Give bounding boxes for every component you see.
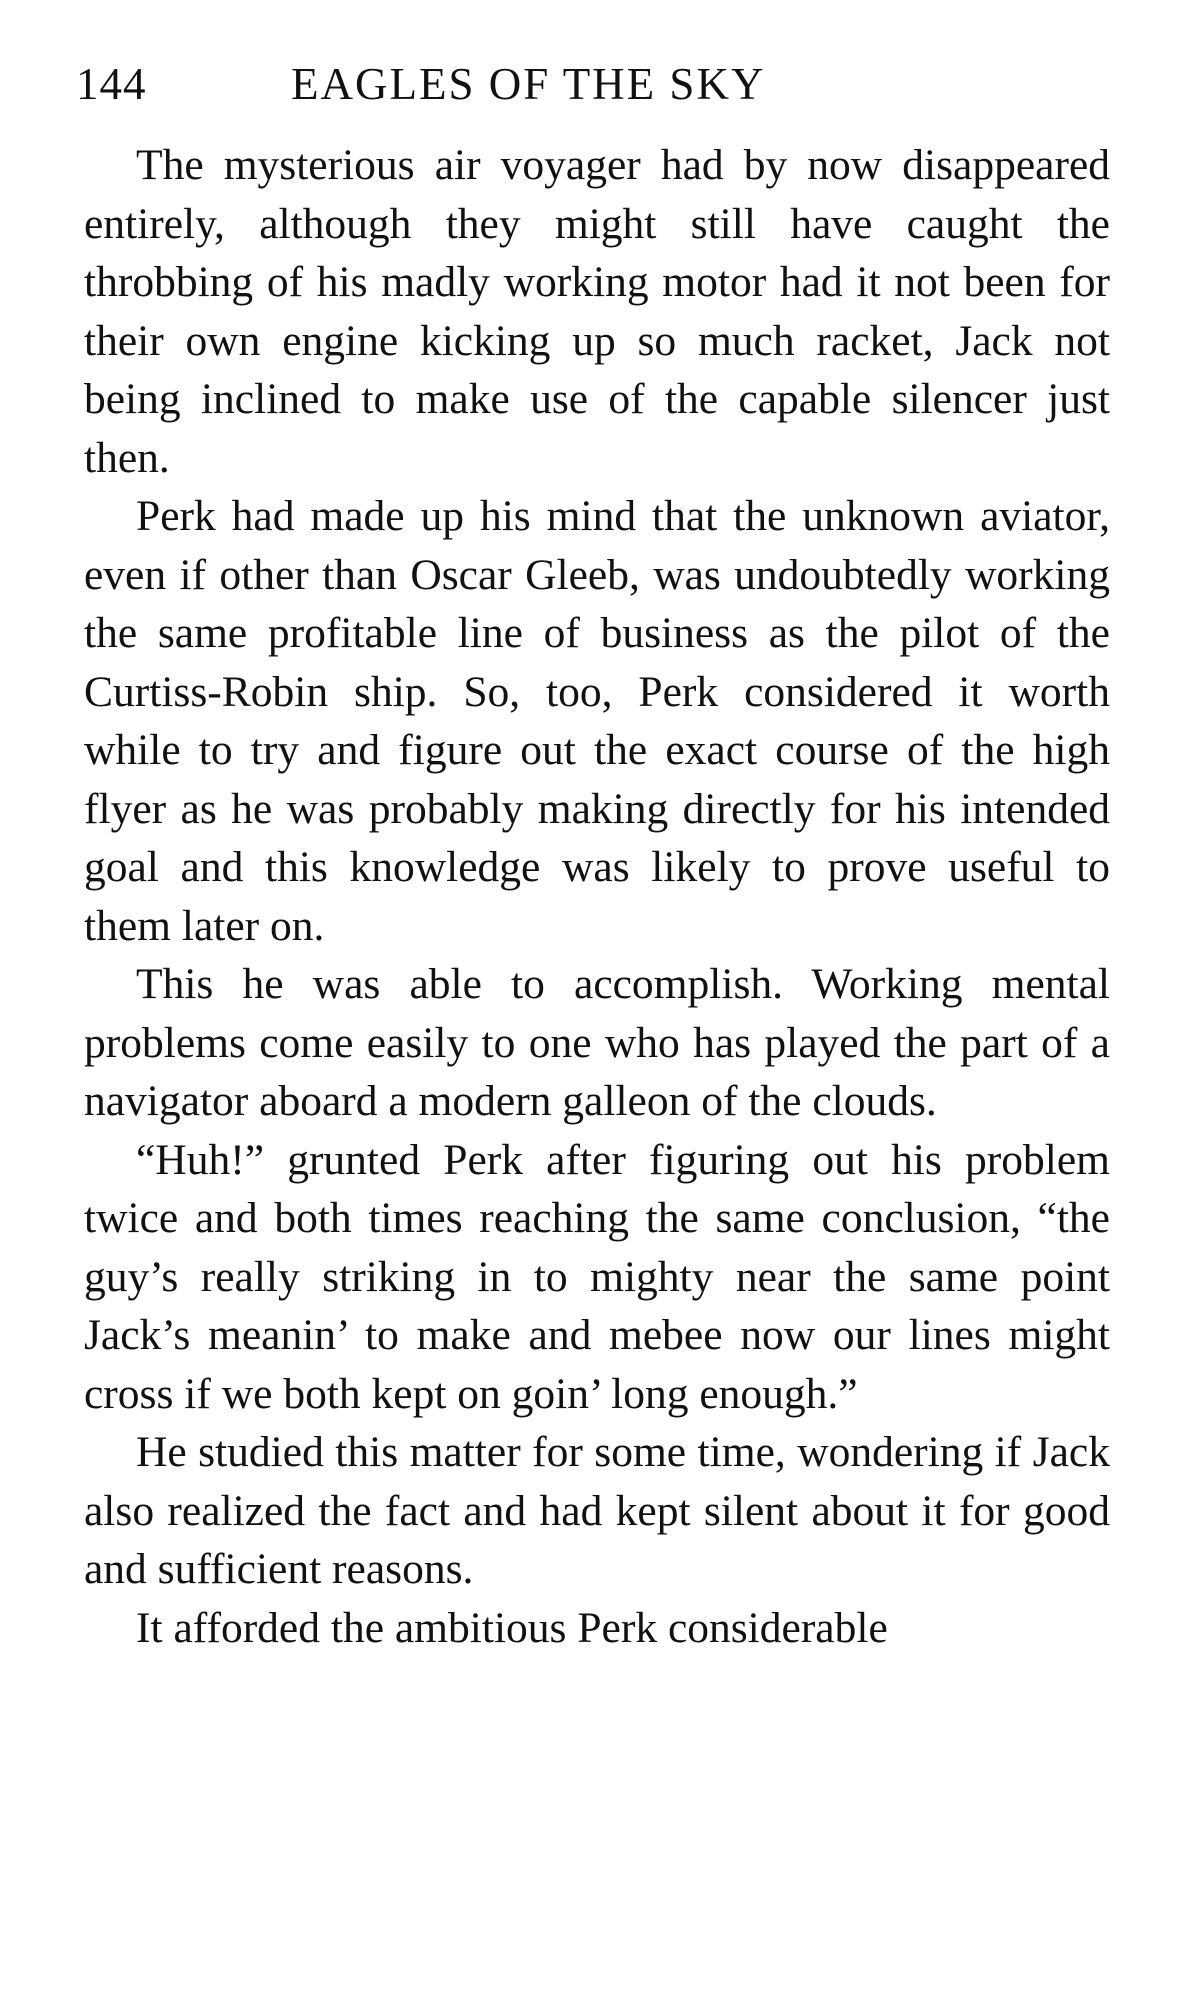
running-title: EAGLES OF THE SKY: [291, 59, 766, 109]
paragraph: It afforded the ambitious Perk considerable: [136, 1603, 888, 1652]
page-number: 144: [76, 59, 147, 109]
paragraph: “Huh!” grunted Perk after figuring out his problem twice and both times reaching the same conclusion, “the guy’s really striking in to mighty near the same point Jack’s meanin’ to make and mebee now our lines might cross if we both kept on goin’ long enough.”: [84, 1135, 1110, 1418]
paragraph: The mysterious air voyager had by now disappeared entirely, although they might still have caught the throbbing of his madly working motor had it not been for their own engine kicking up so much racket, Jack not being inclined to make use of the capable silencer just then.: [84, 141, 1110, 482]
paragraph: This he was able to accomplish. Working mental problems come easily to one who has played the part of a navigator aboard a modern galleon of the clouds.: [84, 960, 1110, 1125]
body-text: [84, 136, 1110, 1657]
paragraph: Perk had made up his mind that the unknown aviator, even if other than Oscar Gleeb, was undoubtedly working the same profitable line of business as the pilot of the Curtiss-Robin ship. So, too, Perk considered it worth while to try and figure out the exact course of the high flyer as he was probably making directly for his intended goal and this knowledge was likely to prove useful to them later on.: [84, 492, 1110, 950]
running-head: [76, 48, 906, 112]
paragraph: He studied this matter for some time, wondering if Jack also realized the fact and had kept silent about it for good and sufficient reasons.: [84, 1428, 1110, 1593]
